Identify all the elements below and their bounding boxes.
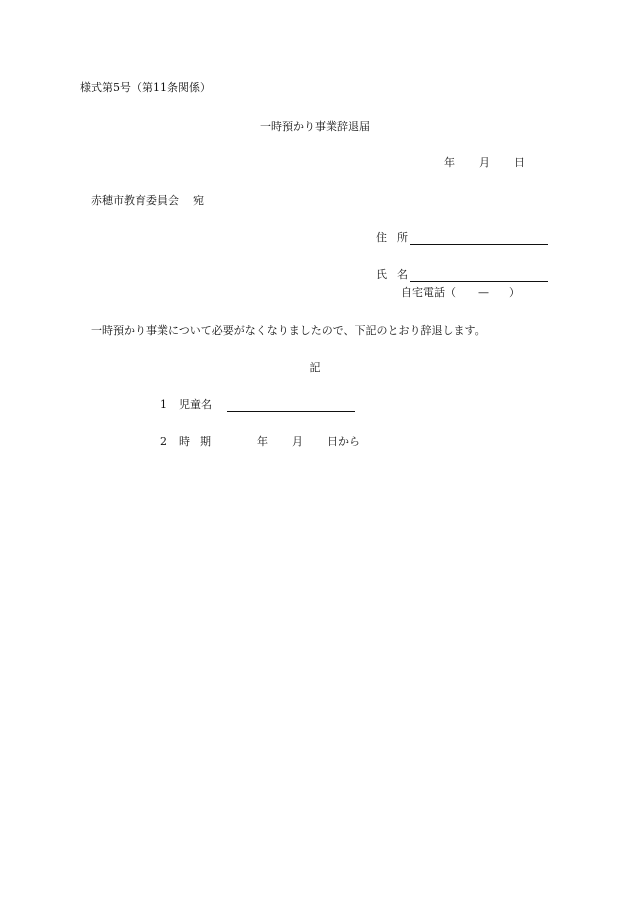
- name-label-char-2: 名: [397, 268, 408, 281]
- date-month: 月: [479, 156, 490, 169]
- item2-number: 2: [160, 435, 167, 448]
- form-number: 様式第5号（第11条関係）: [80, 81, 211, 94]
- item2-label-char-1: 時: [179, 435, 190, 448]
- item1-number: 1: [160, 398, 167, 411]
- addressee: [91, 194, 204, 208]
- phone-dash: —: [478, 286, 489, 299]
- phone-close: ）: [509, 286, 520, 299]
- document-title: 一時預かり事業辞退届: [260, 120, 370, 133]
- body-text: 一時預かり事業について必要がなくなりましたので、下記のとおり辞退します。: [91, 324, 486, 337]
- name-input-line[interactable]: [410, 269, 548, 282]
- addressee-name: 赤穂市教育委員会: [91, 194, 179, 207]
- address-field: [376, 231, 548, 245]
- item2-label-char-2: 期: [200, 435, 211, 448]
- address-label: [376, 231, 408, 245]
- ki-heading: 記: [309, 361, 321, 374]
- child-name-input-line[interactable]: [227, 399, 355, 412]
- phone-label: 自宅電話（: [401, 286, 456, 299]
- item-period: [160, 435, 360, 449]
- item1-label: 児童名: [179, 398, 212, 411]
- addressee-honorific: 宛: [193, 194, 204, 207]
- name-field: [376, 268, 548, 282]
- address-input-line[interactable]: [410, 232, 548, 245]
- name-label: [376, 268, 408, 282]
- phone-field: [401, 286, 520, 300]
- date-line: [444, 156, 525, 170]
- item2-month: 月: [292, 435, 303, 448]
- item2-year: 年: [257, 435, 268, 448]
- item-child-name: [160, 398, 355, 412]
- item2-day-from: 日から: [327, 435, 360, 448]
- address-label-char-1: 住: [376, 231, 387, 244]
- date-year: 年: [444, 156, 455, 169]
- name-label-char-1: 氏: [376, 268, 387, 281]
- address-label-char-2: 所: [397, 231, 408, 244]
- date-day: 日: [514, 156, 525, 169]
